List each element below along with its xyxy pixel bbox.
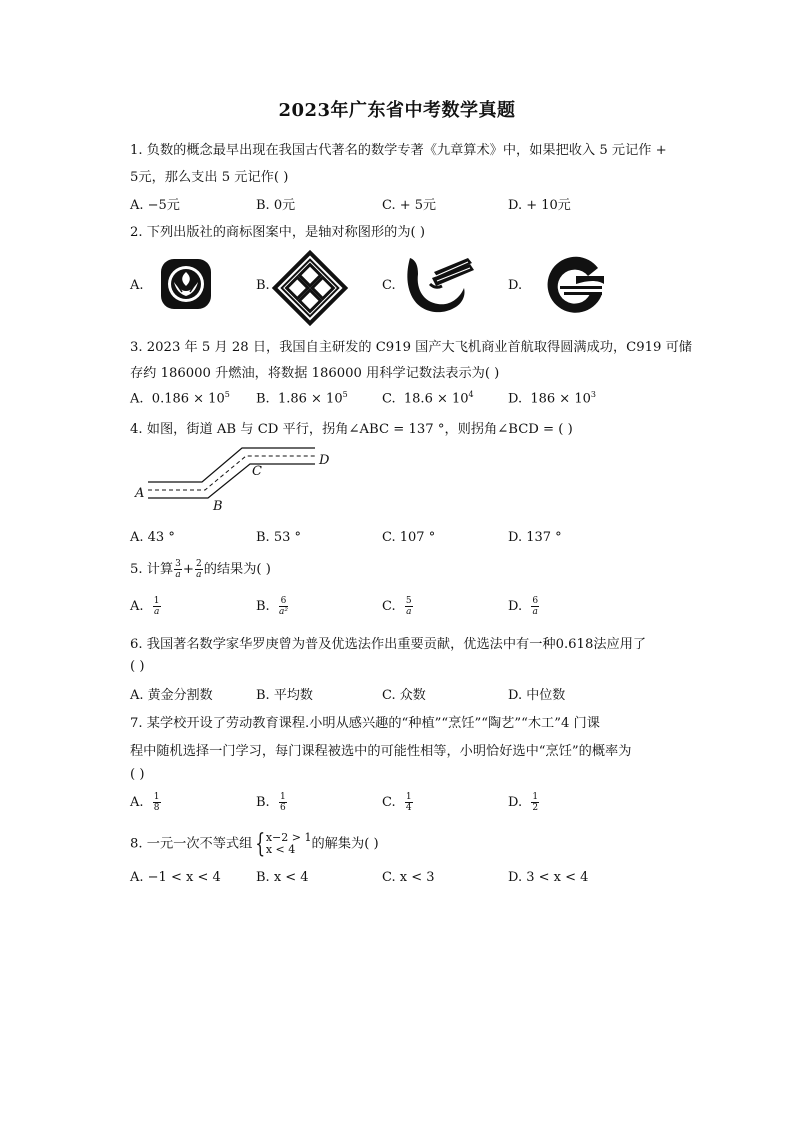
q5-option-b: B. $\frac{6}{\text{a²}}$ — [256, 596, 288, 617]
logo-c-icon — [404, 254, 476, 318]
q6-option-a: A. 黄金分割数 — [130, 688, 213, 703]
q4-line1: 4. 如图，街道 AB 与 CD 平行，拐角∠ABC = 137 °，则拐角∠BCD = ( ) — [130, 422, 573, 437]
street-figure — [130, 440, 350, 520]
q2-label-b: B. — [256, 278, 270, 293]
logo-a-icon — [160, 258, 212, 310]
q7-option-b: B. $\frac{1}{6}$ — [256, 792, 286, 813]
q8-option-d: D. 3 < x < 4 — [508, 870, 589, 885]
q7-line1: 7. 某学校开设了劳动教育课程.小明从感兴趣的“种植”“烹饪”“陶艺”“木工”4 门课 — [130, 716, 600, 731]
q4-option-c: C. 107 ° — [382, 530, 436, 545]
q4-option-a: A. 43 ° — [130, 530, 175, 545]
q8-line1: 8. 一元一次不等式组 { x−2 > 1 x < 4 的解集为( ) — [130, 829, 379, 859]
q1-options — [130, 194, 700, 214]
q6-option-b: B. 平均数 — [256, 688, 313, 703]
q3-option-b: B. $1.86 \times 10^5$ — [256, 390, 348, 407]
q4-option-b: B. 53 ° — [256, 530, 301, 545]
q4-option-d: D. 137 ° — [508, 530, 562, 545]
q2-label-a: A. — [130, 278, 144, 293]
q5-frac-2: $\frac{2}{a}$ — [195, 559, 202, 580]
q1-option-d: D. + 10元 — [508, 198, 571, 213]
q5-option-a: A. $\frac{1}{a}$ — [130, 596, 160, 617]
q1-option-a: A. −5元 — [130, 198, 180, 213]
brace-icon: { — [255, 829, 266, 859]
q2-label-c: C. — [382, 278, 396, 293]
q7-line3: ( ) — [130, 767, 145, 782]
q3-option-a: A. $0.186 \times 10^5$ — [130, 390, 230, 407]
logo-b-icon — [272, 250, 348, 326]
q5-line1: 5. 计算 $\frac{3}{a}$ + $\frac{2}{a}$ 的结果为( ) — [130, 559, 271, 580]
q6-option-d: D. 中位数 — [508, 688, 566, 703]
q7-options — [130, 792, 700, 816]
q4-point-d: D — [319, 453, 330, 468]
q2-label-d: D. — [508, 278, 523, 293]
q7-line2: 程中随机选择一门学习，每门课程被选中的可能性相等，小明恰好选中“烹饪”的概率为 — [130, 744, 632, 759]
page-title: 2023年广东省中考数学真题 — [278, 100, 516, 121]
q4-point-c: C — [252, 464, 262, 479]
q5-option-c: C. $\frac{5}{a}$ — [382, 596, 412, 617]
q8-option-a: A. −1 < x < 4 — [130, 870, 221, 885]
q5-options — [130, 596, 700, 620]
q6-line2: ( ) — [130, 659, 145, 674]
q5-option-d: D. $\frac{6}{a}$ — [508, 596, 539, 617]
q8-inequality-system: x−2 > 1 x < 4 — [265, 831, 312, 856]
q8-option-b: B. x < 4 — [256, 870, 309, 885]
q1-option-c: C. + 5元 — [382, 198, 437, 213]
q4-point-b: B — [213, 499, 223, 514]
q3-line2: 存约 186000 升燃油，将数据 186000 用科学记数法表示为( ) — [130, 366, 500, 381]
q5-frac-1: $\frac{3}{a}$ — [175, 559, 181, 580]
q6-line1: 6. 我国著名数学家华罗庚曾为普及优选法作出重要贡献，优选法中有一种0.618法应用了 — [130, 637, 647, 652]
q3-line1: 3. 2023 年 5 月 28 日，我国自主研发的 C919 国产大飞机商业首航取得圆满成功，C919 可储 — [130, 340, 692, 355]
q1-line1: 1. 负数的概念最早出现在我国古代著名的数学专著《九章算术》中，如果把收入 5 元记作 + — [130, 143, 667, 158]
q3-options — [130, 390, 700, 410]
q6-options — [130, 684, 700, 704]
q3-option-c: C. $18.6 \times 10^4$ — [382, 390, 474, 407]
q6-option-c: C. 众数 — [382, 688, 426, 703]
q7-option-a: A. $\frac{1}{8}$ — [130, 792, 160, 813]
logo-d-icon — [540, 254, 610, 320]
q3-option-d: D. $186 \times 10^3$ — [508, 390, 596, 407]
q8-options — [130, 870, 700, 890]
q4-point-a: A — [135, 486, 145, 501]
q8-option-c: C. x < 3 — [382, 870, 435, 885]
q7-option-d: D. $\frac{1}{2}$ — [508, 792, 539, 813]
q1-line2: 5元，那么支出 5 元记作( ) — [130, 170, 289, 185]
q7-option-c: C. $\frac{1}{4}$ — [382, 792, 412, 813]
q2-line1: 2. 下列出版社的商标图案中，是轴对称图形的为( ) — [130, 225, 426, 240]
q1-option-b: B. 0元 — [256, 198, 296, 213]
q4-options — [130, 530, 700, 550]
